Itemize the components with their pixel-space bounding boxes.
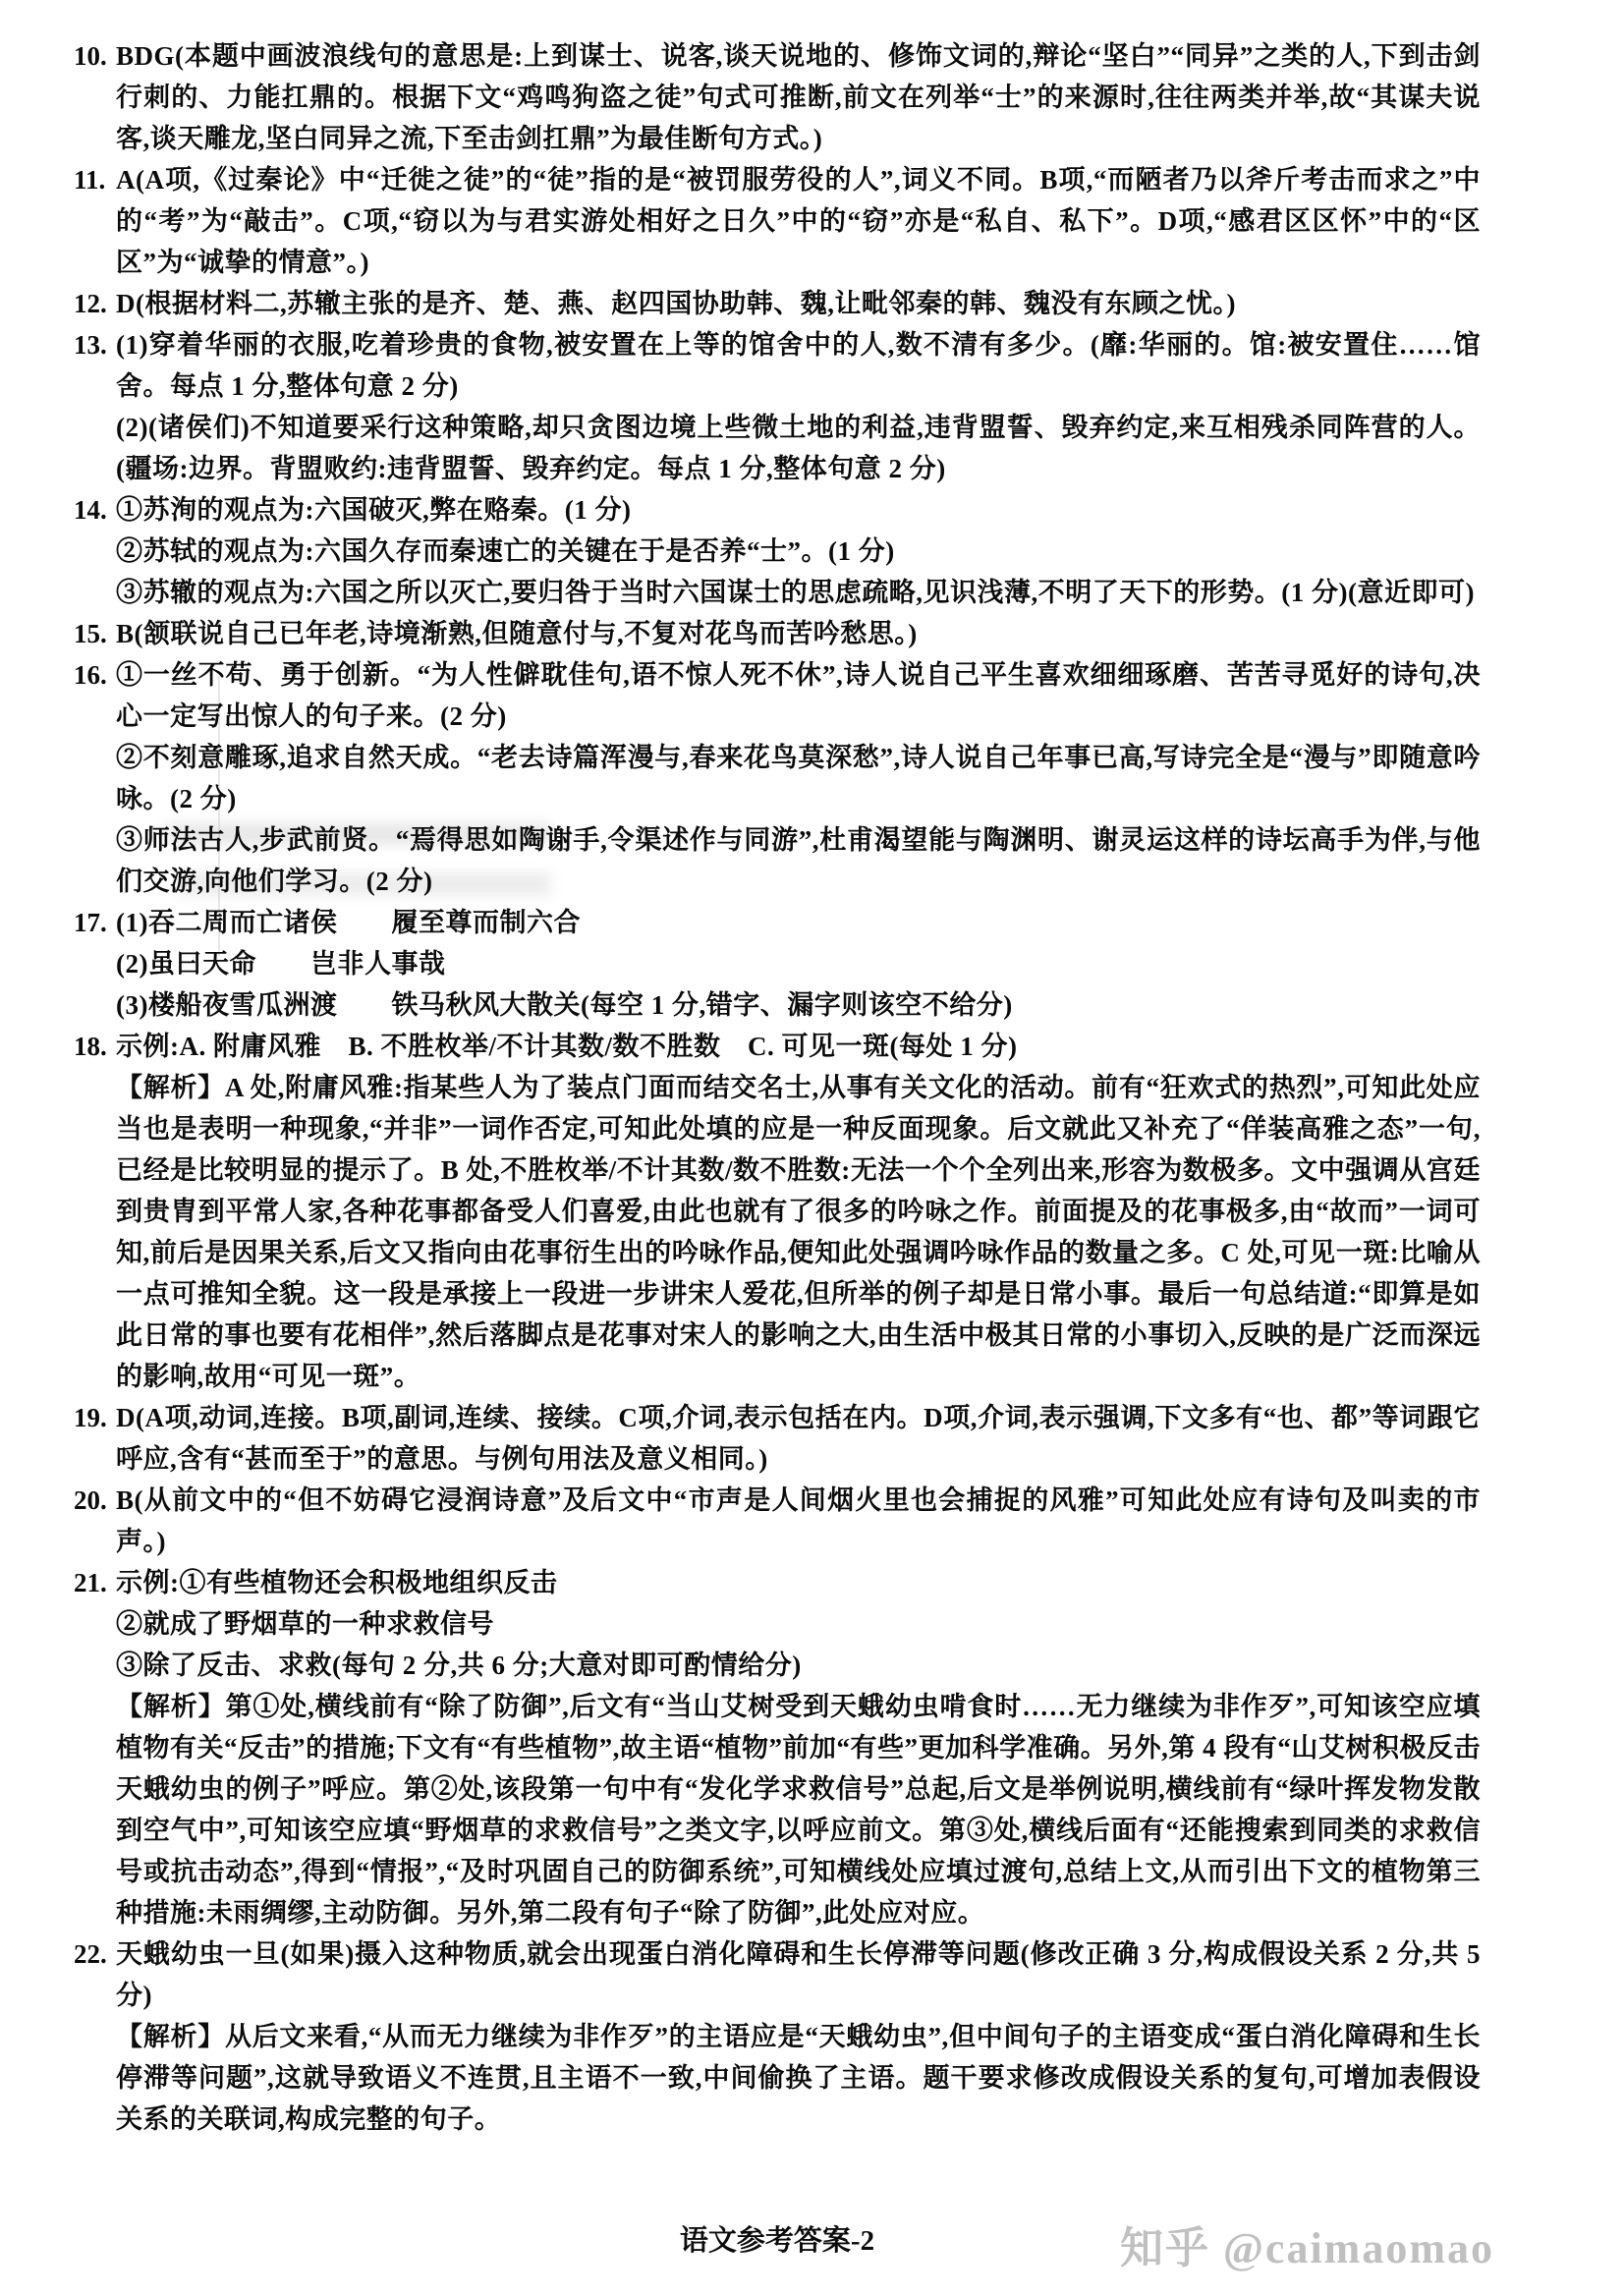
answer-item-13 [74, 324, 1481, 489]
item-number: 20. [74, 1485, 107, 1515]
answer-paragraph: 示例:①有些植物还会积极地组织反击 [116, 1568, 558, 1597]
item-number: 12. [74, 289, 107, 318]
answer-item-17 [74, 902, 1481, 1026]
answer-paragraph: ②就成了野烟草的一种求救信号 [116, 1609, 494, 1639]
item-number: 15. [74, 619, 107, 648]
answer-item-12 [74, 283, 1481, 324]
site-watermark: 知乎 @caimaomao [1120, 2224, 1494, 2272]
item-number: 14. [74, 495, 107, 525]
answer-paragraph: (1)吞二周而亡诸侯 履至尊而制六合 [116, 908, 581, 937]
answer-paragraph: ①苏洵的观点为:六国破灭,弊在赂秦。(1 分) [116, 495, 632, 525]
answer-paragraph: ③苏辙的观点为:六国之所以灭亡,要归咎于当时六国谋士的思虑疏略,见识浅薄,不明了天下的形势。(1 分)(意近即可) [116, 578, 1475, 607]
analysis-paragraph [116, 1686, 1481, 1933]
item-number: 18. [74, 1032, 107, 1061]
analysis-text: 第①处,横线前有“除了防御”,后文有“当山艾树受到天蛾幼虫啃食时……无力继续为非作歹”,可知该空应填植物有关“反击”的措施;下文有“有些植物”,故主语“植物”前加“有些”更加科学准确。另外,第 4 段有“山艾树积极反击天蛾幼虫的例子”呼应。第②处,该段第一句中有“发化学求救信号”总起,后文是举例说明,横线前有“绿叶挥发物发散到空气中”,可知该空应填“野烟草的求救信号”之类文字,以呼应前文。第③处,横线后面有“还能搜索到同类的求救信号或抗击动态”,得到“情报”,“及时巩固自己的防御系统”,可知横线处应填过渡句,总结上文,从而引出下文的植物第三种措施:未雨绸缪,主动防御。另外,第二段有句子“除了防御”,此处应对应。 [116, 1692, 1481, 1928]
answer-item-11 [74, 159, 1481, 283]
answer-paragraph: 天蛾幼虫一旦(如果)摄入这种物质,就会出现蛋白消化障碍和生长停滞等问题(修改正确 3 分,构成假设关系 2 分,共 5 分) [116, 1939, 1481, 2010]
answer-paragraph: ②苏轼的观点为:六国久存而秦速亡的关键在于是否养“士”。(1 分) [116, 536, 895, 566]
answer-paragraph: A(A项,《过秦论》中“迁徙之徒”的“徒”指的是“被罚服劳役的人”,词义不同。B项,“而陋者乃以斧斤考击而求之”中的“考”为“敲击”。C项,“窃以为与君实游处相好之日久”中的“窃”亦是“私自、私下”。D项,“感君区区怀”中的“区区”为“诚挚的情意”。) [116, 165, 1481, 277]
answer-paragraph: 示例:A. 附庸风雅 B. 不胜枚举/不计其数/数不胜数 C. 可见一斑(每处 1 分) [116, 1032, 1018, 1061]
answer-paragraph: (2)(诸侯们)不知道要采行这种策略,却只贪图边境上些微土地的利益,违背盟誓、毁弃约定,来互相残杀同阵营的人。(疆场:边界。背盟败约:违背盟誓、毁弃约定。每点 1 分,整体句意 2 分) [116, 413, 1481, 483]
answer-paragraph: (2)虽曰天命 岂非人事哉 [116, 949, 446, 979]
answer-paragraph: ②不刻意雕琢,追求自然天成。“老去诗篇浑漫与,春来花鸟莫深愁”,诗人说自己年事已高,写诗完全是“漫与”即随意吟咏。(2 分) [116, 743, 1481, 813]
page-footer: 语文参考答案-2 [679, 2225, 875, 2257]
answer-item-22 [74, 1933, 1481, 2140]
answer-sheet [74, 35, 1481, 2140]
answer-paragraph: BDG(本题中画波浪线句的意思是:上到谋士、说客,谈天说地的、修饰文词的,辩论“坚白”“同异”之类的人,下到击剑行刺的、力能扛鼎的。根据下文“鸡鸣狗盗之徒”句式可推断,前文在列举“士”的来源时,往往两类并举,故“其谋夫说客,谈天雕龙,坚白同异之流,下至击剑扛鼎”为最佳断句方式。) [116, 41, 1481, 153]
answer-item-18 [74, 1026, 1481, 1397]
analysis-paragraph [116, 2016, 1481, 2140]
answer-item-10 [74, 35, 1481, 159]
answer-paragraph: D(A项,动词,连接。B项,副词,连续、接续。C项,介词,表示包括在内。D项,介词,表示强调,下文多有“也、都”等词跟它呼应,含有“甚而至于”的意思。与例句用法及意义相同。) [116, 1403, 1481, 1474]
analysis-label: 【解析】 [116, 2022, 225, 2051]
analysis-text: 从后文来看,“从而无力继续为非作歹”的主语应是“天蛾幼虫”,但中间句子的主语变成“蛋白消化障碍和生长停滞等问题”,这就导致语义不连贯,且主语不一致,中间偷换了主语。题干要求修改成假设关系的复句,可增加表假设关系的关联词,构成完整的句子。 [116, 2022, 1482, 2134]
answer-paragraph: (3)楼船夜雪瓜洲渡 铁马秋风大散关(每空 1 分,错字、漏字则该空不给分) [116, 990, 1013, 1020]
item-number: 13. [74, 330, 107, 360]
answer-item-20 [74, 1480, 1481, 1562]
item-number: 17. [74, 908, 107, 937]
answer-paragraph: D(根据材料二,苏辙主张的是齐、楚、燕、赵四国协助韩、魏,让毗邻秦的韩、魏没有东顾之忧。) [116, 289, 1236, 318]
item-number: 10. [74, 41, 107, 71]
answer-paragraph: ③除了反击、求救(每句 2 分,共 6 分;大意对即可酌情给分) [116, 1651, 802, 1680]
item-number: 22. [74, 1939, 107, 1969]
answer-paragraph: (1)穿着华丽的衣服,吃着珍贵的食物,被安置在上等的馆舍中的人,数不清有多少。(靡:华丽的。馆:被安置住……馆舍。每点 1 分,整体句意 2 分) [116, 330, 1481, 401]
analysis-label: 【解析】 [116, 1073, 225, 1102]
item-number: 19. [74, 1403, 107, 1432]
answer-item-21 [74, 1562, 1481, 1933]
answer-item-16 [74, 654, 1481, 902]
answer-item-14 [74, 489, 1481, 613]
item-number: 21. [74, 1568, 107, 1597]
answer-paragraph: ①一丝不苟、勇于创新。“为人性僻耽佳句,语不惊人死不休”,诗人说自己平生喜欢细细琢磨、苦苦寻觅好的诗句,决心一定写出惊人的句子来。(2 分) [116, 660, 1481, 731]
answer-item-15 [74, 613, 1481, 654]
analysis-label: 【解析】 [116, 1692, 226, 1721]
answer-paragraph: B(从前文中的“但不妨碍它浸润诗意”及后文中“市声是人间烟火里也会捕捉的风雅”可知此处应有诗句及叫卖的市声。) [116, 1485, 1481, 1556]
item-number: 16. [74, 660, 107, 690]
item-number: 11. [74, 165, 106, 195]
answer-item-19 [74, 1397, 1481, 1480]
analysis-text: A 处,附庸风雅:指某些人为了装点门面而结交名士,从事有关文化的活动。前有“狂欢式的热烈”,可知此处应当也是表明一种现象,“并非”一词作否定,可知此处填的应是一种反面现象。后文就此又补充了“佯装高雅之态”一句,已经是比较明显的提示了。B 处,不胜枚举/不计其数/数不胜数:无法一个个全列出来,形容为数极多。文中强调从宫廷到贵胄到平常人家,各种花事都备受人们喜爱,由此也就有了很多的吟咏之作。前面提及的花事极多,由“故而”一词可知,前后是因果关系,后文又指向由花事衍生出的吟咏作品,便知此处强调吟咏作品的数量之多。C 处,可见一斑:比喻从一点可推知全貌。这一段是承接上一段进一步讲宋人爱花,但所举的例子却是日常小事。最后一句总结道:“即算是如此日常的事也要有花相伴”,然后落脚点是花事对宋人的影响之大,由生活中极其日常的小事切入,反映的是广泛而深远的影响,故用“可见一斑”。 [116, 1073, 1482, 1391]
answer-paragraph: ③师法古人,步武前贤。“焉得思如陶谢手,令渠述作与同游”,杜甫渴望能与陶渊明、谢灵运这样的诗坛高手为伴,与他们交游,向他们学习。(2 分) [116, 825, 1481, 896]
analysis-paragraph [116, 1067, 1481, 1397]
answer-paragraph: B(颔联说自己已年老,诗境渐熟,但随意付与,不复对花鸟而苦吟愁思。) [116, 619, 918, 648]
